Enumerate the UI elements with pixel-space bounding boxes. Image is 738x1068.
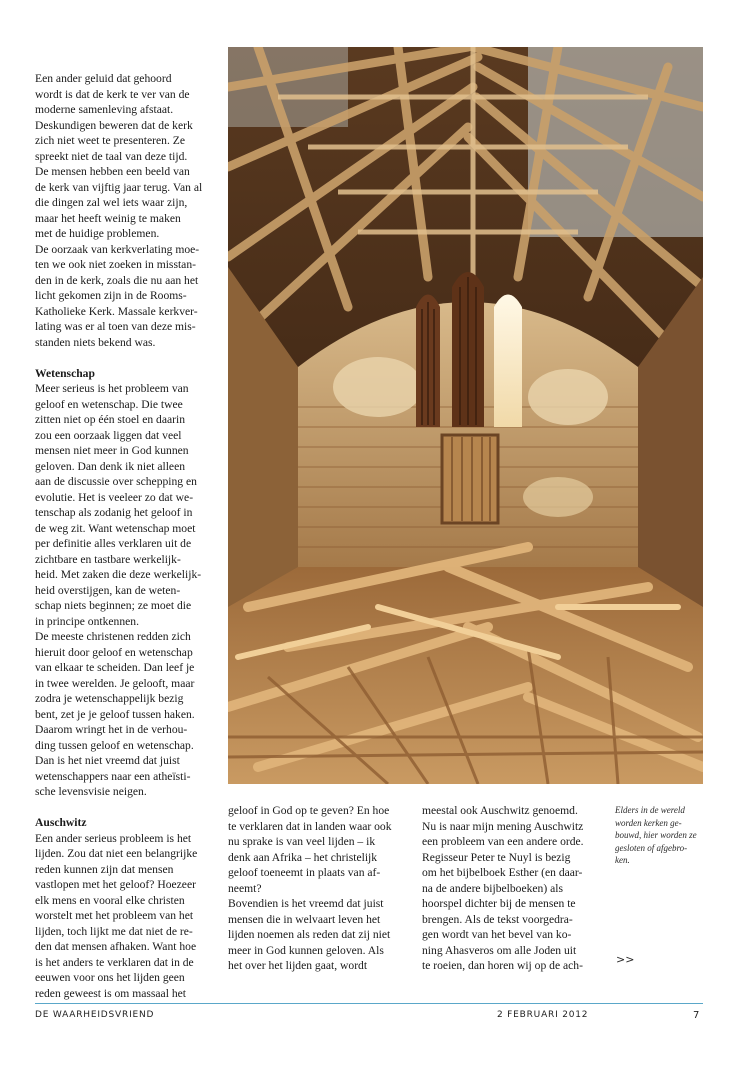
text-line: mensen niet meer in God kunnen — [35, 444, 189, 457]
text-line: om het bijbelboek Esther (en daar- — [422, 866, 583, 879]
caption-line: Elders in de wereld — [615, 805, 685, 815]
text-line: elk mens en vooral elke christen — [35, 893, 185, 907]
text-line: lating was er al toen van deze mis- — [35, 320, 196, 333]
text-line: evolutie. Het is veeleer zo dat we- — [35, 490, 194, 504]
text-line: ning Ahasveros om alle Joden uit — [422, 943, 577, 957]
text-line: wetenschappers naar een atheïsti- — [35, 769, 191, 783]
text-line: De mensen hebben een beeld van — [35, 165, 190, 178]
text-line: het over het lijden gaat, wordt — [228, 959, 368, 972]
article-column-right — [422, 803, 602, 974]
text-line: worstelt met het probleem van het — [35, 909, 194, 922]
text-line: lijden, toch lijkt me dat niet de re- — [35, 924, 193, 938]
text-line: is het anders te verklaren dat in de — [35, 955, 194, 969]
text-line: sche levensvisie neigen. — [35, 785, 147, 798]
text-line: heid overstijgen, kan de weten- — [35, 583, 181, 597]
text-line: Nu is naar mijn mening Auschwitz — [422, 819, 584, 833]
text-line: denk aan Afrika – het christelijk — [228, 850, 378, 864]
caption-line: gesloten of afgebro- — [615, 842, 688, 853]
text-line: ding tussen geloof en wetenschap. — [35, 738, 194, 752]
text-line: te roeien, dan horen wij op de ach- — [422, 959, 583, 972]
text-line: reden geweest is om massaal het — [35, 986, 186, 1000]
text-line: Daarom wringt het in de verhou- — [35, 723, 188, 736]
footer-date: 2 FEBRUARI 2012 — [497, 1010, 589, 1020]
text-line: neemt? — [228, 881, 262, 895]
text-line: geloof in God op te geven? En hoe — [228, 804, 390, 817]
text-line: lijden noemen als reden dat zij niet — [228, 928, 391, 941]
church-interior-photo — [228, 47, 703, 784]
text-line: meer in God kunnen geloven. Als — [228, 943, 384, 957]
text-line: in twee werelden. Je gelooft, maar — [35, 676, 195, 690]
text-line: vastlopen met het geloof? Hoezeer — [35, 878, 196, 891]
text-line: Dan is het niet vreemd dat juist — [35, 754, 180, 767]
text-line: brengen. Als de tekst voorgedra- — [422, 912, 573, 926]
text-line: maar het heeft weinig te maken — [35, 211, 181, 225]
text-line: eeuwen voor ons het lijden geen — [35, 971, 185, 984]
text-line: gen wordt van het bevel van ko- — [422, 928, 572, 941]
text-line: die dingen zal wel iets waar zijn, — [35, 196, 188, 209]
footer-publication: DE WAARHEIDSVRIEND — [35, 1010, 155, 1020]
heading-auschwitz: Auschwitz — [35, 816, 87, 829]
text-line: standen niets bekend was. — [35, 335, 156, 349]
caption-line: worden kerken ge- — [615, 817, 682, 828]
text-line: per definitie alles verklaren uit de — [35, 537, 192, 550]
text-line: meestal ook Auschwitz genoemd. — [422, 804, 578, 817]
text-line: geloven. Dan denk ik niet alleen — [35, 459, 186, 473]
heading-wetenschap: Wetenschap — [35, 366, 95, 380]
text-line: te verklaren dat in landen waar ook — [228, 819, 392, 833]
text-line: hieruit door geloof en wetenschap — [35, 645, 193, 659]
text-line: met de huidige problemen. — [35, 227, 160, 240]
text-line: geloof toeneemt in plaats van af- — [228, 866, 381, 879]
text-line: zichtbare en tastbare werkelijk- — [35, 552, 181, 566]
article-column-middle — [228, 803, 408, 974]
text-line: lijden. Zou dat niet een belangrijke — [35, 847, 198, 860]
article-column-left — [35, 71, 215, 1001]
caption-line: ken. — [615, 855, 630, 865]
text-line: in principe ontkennen. — [35, 614, 139, 628]
caption-line: bouwd, hier worden ze — [615, 830, 697, 840]
text-line: De oorzaak van kerkverlating moe- — [35, 242, 200, 256]
footer-rule — [35, 1003, 703, 1004]
page-number: 7 — [693, 1010, 701, 1021]
text-line: moderne samenleving afstaat. — [35, 103, 174, 116]
text-line: Een ander serieus probleem is het — [35, 831, 192, 845]
text-line: bent, zet je je geloof tussen haken. — [35, 707, 195, 721]
wetenschap-paragraph — [35, 381, 215, 800]
text-line: nu sprake is van veel lijden – ik — [228, 835, 376, 848]
text-line: zodra je wetenschappelijk bezig — [35, 692, 184, 705]
text-line: Deskundigen beweren dat de kerk — [35, 118, 193, 132]
text-line: licht gekomen zijn in de Rooms- — [35, 289, 187, 302]
text-line: heid. Met zaken die deze werkelijk- — [35, 568, 202, 581]
text-line: den dat mensen afhaken. Want hoe — [35, 940, 197, 953]
text-line: aan de discussie over schepping en — [35, 475, 197, 488]
text-line: spreekt niet de taal van deze tijd. — [35, 149, 188, 163]
text-line: zitten niet op één stoel en daarin — [35, 413, 186, 426]
text-line: Katholieke Kerk. Massale kerkver- — [35, 304, 198, 318]
auschwitz-paragraph — [35, 831, 215, 1002]
text-line: mensen die in welvaart leven het — [228, 912, 381, 926]
text-line: de weg zit. Want wetenschap moet — [35, 521, 196, 535]
text-line: reden kunnen zijn dat mensen — [35, 862, 174, 876]
text-line: van elkaar te scheiden. Dan leef je — [35, 661, 195, 674]
text-line: zou een oorzaak liggen dat veel — [35, 428, 182, 442]
text-line: De meeste christenen redden zich — [35, 630, 191, 643]
text-line: hoorspel dichter bij de mensen te — [422, 897, 576, 910]
text-line: Regisseur Peter te Nuyl is bezig — [422, 850, 571, 864]
text-line: Bovendien is het vreemd dat juist — [228, 897, 384, 910]
text-line: ten we ook niet zoeken in misstan- — [35, 258, 196, 271]
text-line: een probleem van een andere orde. — [422, 835, 584, 848]
text-line: Meer serieus is het probleem van — [35, 382, 189, 395]
text-line: tenschap als zodanig het geloof in — [35, 506, 193, 519]
intro-paragraph — [35, 71, 215, 350]
text-line: Een ander geluid dat gehoord — [35, 72, 172, 85]
text-line: den in de kerk, zoals die nu aan het — [35, 273, 199, 287]
text-line: na de andere bijbelboeken) als — [422, 881, 563, 895]
continue-marker: >> — [616, 953, 635, 966]
text-line: zich niet weet te presenteren. Ze — [35, 134, 185, 147]
photo-caption — [615, 804, 707, 867]
text-line: geloof en wetenschap. Die twee — [35, 397, 183, 411]
text-line: schap niets beginnen; ze moet die — [35, 599, 192, 612]
text-line: wordt is dat de kerk te ver van de — [35, 87, 190, 101]
text-line: de kerk van vijftig jaar terug. Van al — [35, 180, 203, 194]
